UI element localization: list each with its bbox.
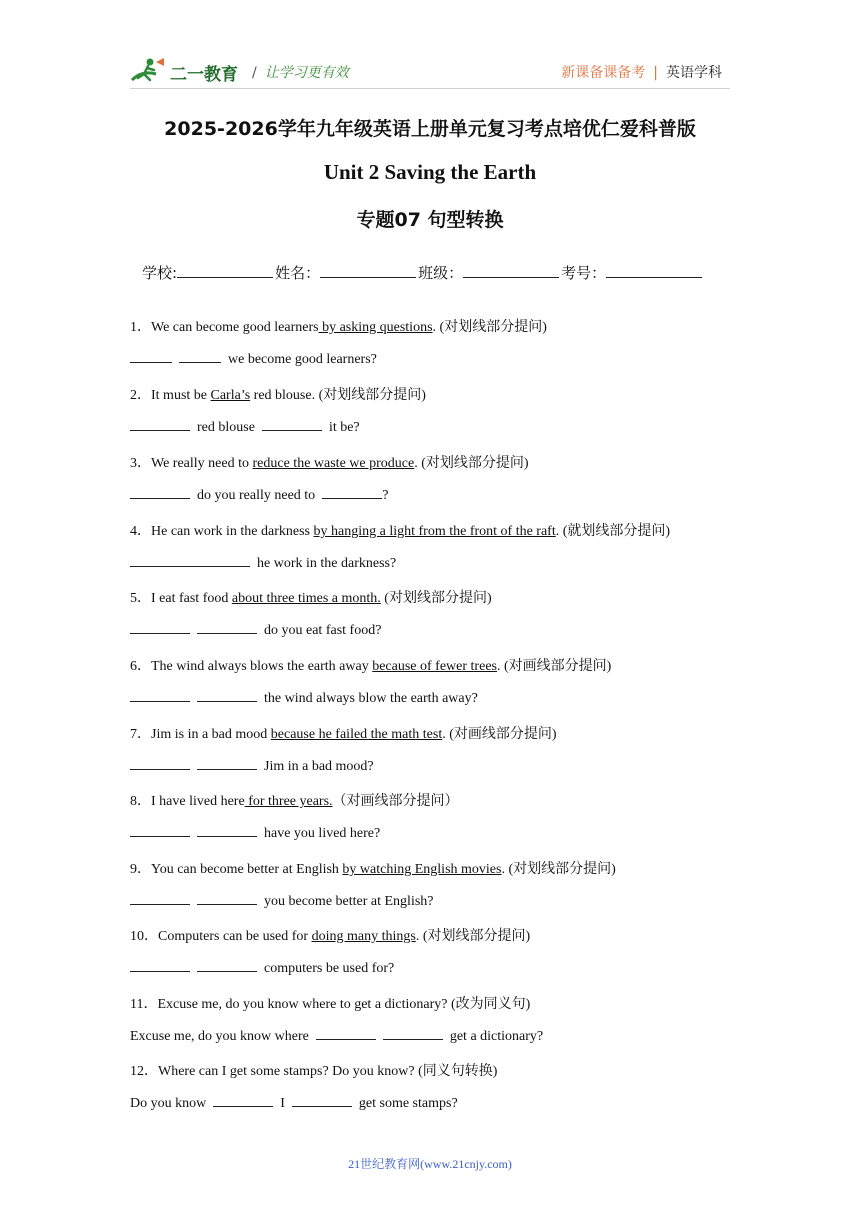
page-header — [130, 54, 730, 90]
answer-6 — [130, 689, 478, 707]
page-footer[interactable]: 21世纪教育网(www.21cnjy.com) — [348, 1157, 512, 1171]
question-instruction: . (对划线部分提问) — [432, 320, 547, 335]
question-instruction: . (对画线部分提问) — [442, 727, 557, 742]
question-9 — [130, 858, 616, 878]
question-text: 12．Where can I get some stamps? Do you know? (同义句转换) — [130, 1064, 498, 1079]
answer-blank[interactable] — [262, 418, 322, 431]
logo-text: 二一教育 — [170, 65, 238, 85]
header-divider — [130, 88, 730, 89]
question-instruction: . (就划线部分提问) — [555, 524, 671, 539]
answer-text — [172, 352, 179, 367]
answer-blank[interactable] — [197, 757, 257, 770]
class-label: 班级： — [418, 264, 464, 282]
header-separator: | — [653, 65, 658, 81]
answer-text: it be? — [321, 420, 360, 435]
answer-7 — [130, 757, 374, 775]
answer-text: red blouse — [190, 420, 262, 435]
student-info-line — [142, 262, 704, 283]
question-7 — [130, 723, 557, 743]
question-2 — [130, 384, 426, 404]
underlined-text: because of fewer trees — [372, 659, 497, 674]
question-text: 8．I have lived here — [130, 794, 245, 809]
question-text: 2．It must be — [130, 388, 211, 403]
underlined-text: for three years. — [244, 794, 333, 809]
question-10 — [130, 925, 530, 945]
answer-text: get some stamps? — [351, 1096, 458, 1111]
question-text: 7．Jim is in a bad mood — [130, 727, 271, 742]
answer-text: get a dictionary? — [442, 1029, 544, 1044]
answer-blank[interactable] — [197, 824, 257, 837]
answer-blank[interactable] — [213, 1094, 273, 1107]
question-6 — [130, 655, 611, 675]
question-11 — [130, 993, 530, 1013]
question-instruction: . (对画线部分提问) — [496, 659, 612, 674]
header-right — [561, 62, 722, 82]
answer-blank[interactable] — [197, 959, 257, 972]
underlined-text: by asking questions — [318, 320, 433, 335]
class-field[interactable] — [463, 263, 559, 278]
slogan-text: 让学习更有效 — [264, 65, 349, 81]
question-3 — [130, 452, 529, 472]
answer-blank[interactable] — [130, 892, 190, 905]
underlined-text: by watching English movies — [342, 862, 502, 877]
answer-10 — [130, 959, 394, 977]
answer-1 — [130, 350, 377, 368]
answer-blank[interactable] — [130, 350, 172, 363]
question-8 — [130, 790, 459, 810]
underlined-text: by hanging a light from the front of the raft — [313, 524, 556, 539]
slogan: / 让学习更有效 — [252, 65, 349, 81]
answer-text: do you eat fast food? — [257, 623, 382, 638]
question-4 — [130, 520, 670, 540]
school-label: 学校: — [142, 264, 178, 282]
question-12 — [130, 1060, 497, 1080]
answer-text: have you lived here? — [257, 826, 381, 841]
answer-blank[interactable] — [322, 486, 382, 499]
question-text: 5．I eat fast food — [130, 591, 232, 606]
answer-blank[interactable] — [316, 1027, 376, 1040]
question-1 — [130, 316, 547, 336]
question-text: 3．We really need to — [130, 456, 253, 471]
question-5 — [130, 587, 492, 607]
answer-blank[interactable] — [292, 1094, 352, 1107]
answer-text: we become good learners? — [221, 352, 377, 367]
answer-blank[interactable] — [197, 621, 257, 634]
underlined-text: reduce the waste we produce — [252, 456, 415, 471]
answer-blank[interactable] — [130, 757, 190, 770]
answer-blank[interactable] — [179, 350, 221, 363]
answer-blank[interactable] — [130, 621, 190, 634]
question-instruction: . (对划线部分提问) — [501, 862, 616, 877]
answer-8 — [130, 824, 380, 842]
underlined-text: about three times a month. — [231, 591, 381, 606]
underlined-text: Carla’s — [210, 388, 251, 403]
answer-text — [190, 826, 197, 841]
question-text: 11．Excuse me, do you know where to get a dictionary? (改为同义句) — [130, 997, 531, 1012]
answer-text — [190, 691, 197, 706]
answer-blank[interactable] — [130, 554, 250, 567]
name-field[interactable] — [320, 263, 416, 278]
underlined-text: doing many things — [311, 929, 416, 944]
answer-text — [190, 961, 197, 976]
question-text: 1．We can become good learners — [130, 320, 319, 335]
name-label: 姓名： — [275, 264, 321, 282]
question-text: 10．Computers can be used for — [130, 929, 312, 944]
answer-12 — [130, 1094, 458, 1112]
header-label-course: 新课备课备考 — [561, 65, 646, 81]
answer-blank[interactable] — [130, 959, 190, 972]
answer-text: he work in the darkness? — [250, 556, 397, 571]
answer-text — [190, 759, 197, 774]
answer-blank[interactable] — [130, 824, 190, 837]
answer-2 — [130, 418, 360, 436]
answer-4 — [130, 554, 396, 572]
answer-blank[interactable] — [197, 689, 257, 702]
answer-3 — [130, 486, 388, 504]
answer-text: do you really need to — [190, 488, 323, 503]
question-text: 9．You can become better at English — [130, 862, 343, 877]
answer-text: Jim in a bad mood? — [257, 759, 374, 774]
answer-blank[interactable] — [197, 892, 257, 905]
answer-blank[interactable] — [383, 1027, 443, 1040]
answer-5 — [130, 621, 381, 639]
question-instruction: . (对划线部分提问) — [414, 456, 529, 471]
answer-blank[interactable] — [130, 689, 190, 702]
unit-title: Unit 2 Saving the Earth — [323, 160, 537, 184]
question-instruction: . (对划线部分提问) — [415, 929, 531, 944]
question-instruction: (对划线部分提问) — [380, 591, 492, 606]
number-field[interactable] — [606, 263, 702, 278]
answer-text — [376, 1029, 383, 1044]
topic-title: 专题07 句型转换 — [356, 209, 504, 231]
answer-text — [190, 623, 197, 638]
answer-text: you become better at English? — [257, 894, 434, 909]
answer-text: computers be used for? — [257, 961, 395, 976]
question-instruction: red blouse. (对划线部分提问) — [250, 388, 426, 403]
answer-9 — [130, 892, 434, 910]
doc-title: 2025-2026学年九年级英语上册单元复习考点培优仁爱科普版 — [164, 118, 696, 140]
underlined-text: because he failed the math test — [270, 727, 443, 742]
answer-text — [190, 894, 197, 909]
question-instruction: （对画线部分提问） — [332, 794, 459, 809]
number-label: 考号： — [561, 264, 607, 282]
answer-blank[interactable] — [130, 418, 190, 431]
logo-runner-icon — [130, 56, 242, 88]
question-text: 6．The wind always blows the earth away — [130, 659, 373, 674]
answer-text: I — [273, 1096, 292, 1111]
answer-blank[interactable] — [130, 486, 190, 499]
answer-text: the wind always blow the earth away? — [257, 691, 478, 706]
answer-text: ? — [382, 488, 389, 503]
school-field[interactable] — [177, 263, 273, 278]
answer-text: Excuse me, do you know where — [130, 1029, 316, 1044]
question-text: 4．He can work in the darkness — [130, 524, 314, 539]
header-label-subject: 英语学科 — [666, 65, 722, 81]
answer-11 — [130, 1027, 543, 1045]
answer-text: Do you know — [130, 1096, 214, 1111]
